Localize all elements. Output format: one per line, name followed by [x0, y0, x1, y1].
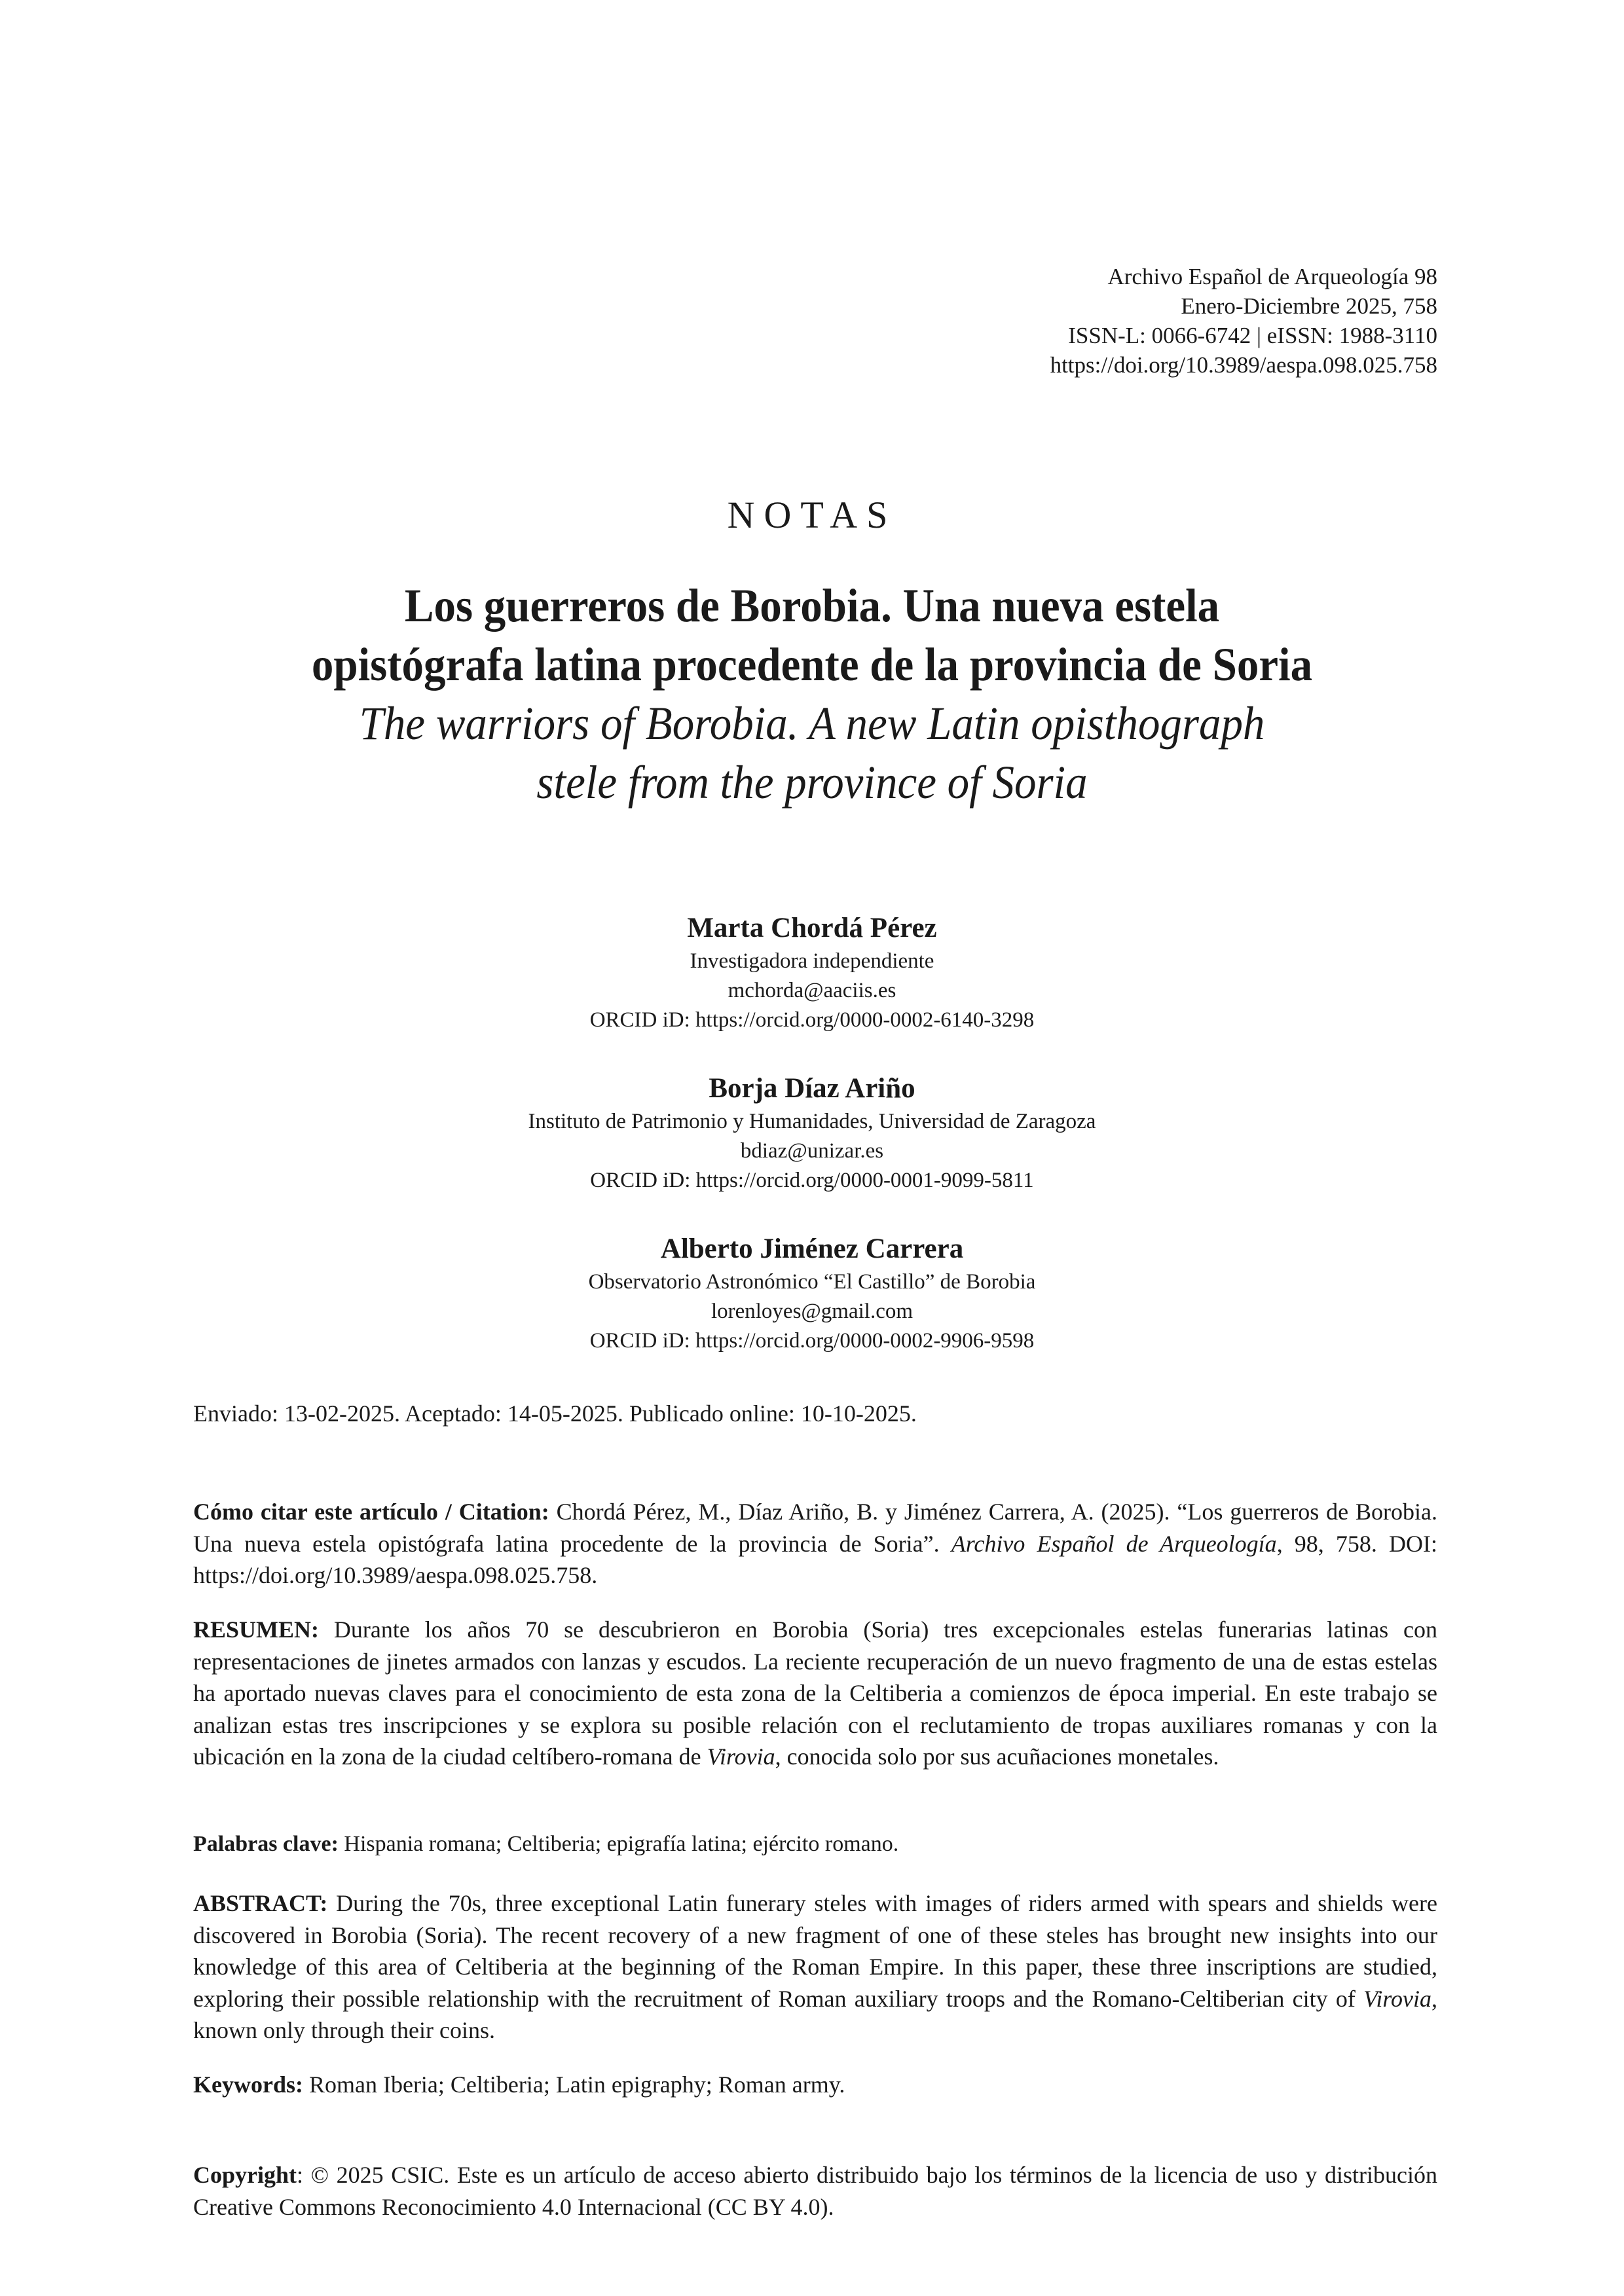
copyright-label: Copyright [193, 2162, 297, 2188]
title-english-line-1: The warriors of Borobia. A new Latin opisthograph [359, 697, 1265, 750]
author-block [0, 1070, 1624, 1195]
author-orcid-link[interactable]: ORCID iD: https://orcid.org/0000-0002-9906-9598 [589, 1329, 1035, 1353]
abstract-label: ABSTRACT: [193, 1890, 328, 1916]
copyright-paragraph [193, 2159, 1437, 2223]
author-email-link[interactable]: lorenloyes@gmail.com [710, 1300, 913, 1323]
author-email-link[interactable]: mchorda@aaciis.es [728, 979, 896, 1002]
author-name: Marta Chordá Pérez [687, 913, 937, 943]
copyright-text: : © 2025 CSIC. Este es un artículo de acceso abierto distribuido bajo los términos de la licencia de uso y distribución Creative Commons Reconocimiento 4.0 Internacional (CC BY 4.0). [193, 2162, 1437, 2220]
keywords-paragraph [193, 2069, 1437, 2101]
author-affiliation: Investigadora independiente [690, 949, 934, 973]
section-label: NOTAS [727, 494, 897, 536]
article-title-block [0, 576, 1624, 812]
submission-dates: Enviado: 13-02-2025. Aceptado: 14-05-2025. Publicado online: 10-10-2025. [193, 1400, 917, 1427]
journal-name: Archivo Español de Arqueología 98 [1107, 264, 1437, 289]
palabras-clave-text: Hispania romana; Celtiberia; epigrafía latina; ejército romano. [338, 1832, 899, 1856]
resumen-text-end: , conocida solo por sus acuñaciones monetales. [775, 1743, 1219, 1770]
author-block [0, 910, 1624, 1035]
resumen-text: Durante los años 70 se descubrieron en Borobia (Soria) tres excepcionales estelas funerarias latinas con representaciones de jinetes armados con lanzas y escudos. La reciente recuperación de un nuevo fragmento de una de estas estelas ha aportado nuevas claves para el conocimiento de esta zona de la Celtiberia a comienzos de época imperial. En este trabajo se analizan estas tres inscripciones y se explora su posible relación con el reclutamiento de tropas auxiliares romanas y con la ubicación en la zona de la ciudad celtíbero-romana de [193, 1616, 1437, 1770]
abstract-text: During the 70s, three exceptional Latin funerary steles with images of riders armed with spears and shields were discovered in Borobia (Soria). The recent recovery of a new fragment of one of these steles has brought new insights into our knowledge of this area of Celtiberia at the beginning of the Roman Empire. In this paper, these three inscriptions are studied, exploring their possible relationship with the recruitment of Roman auxiliary troops and the Romano-Celtiberian city of [193, 1890, 1437, 2012]
journal-issue: Enero-Diciembre 2025, 758 [1181, 293, 1437, 319]
citation-doi[interactable]: , 98, 758. DOI: https://doi.org/10.3989/aespa.098.025.758. [193, 1530, 1437, 1588]
title-english-line-2: stele from the province of Soria [536, 756, 1088, 809]
keywords-text: Roman Iberia; Celtiberia; Latin epigraphy; Roman army. [303, 2071, 845, 2098]
palabras-clave-paragraph [193, 1829, 1437, 1861]
citation-paragraph [193, 1496, 1437, 1592]
abstract-text-end: , known only through their coins. [193, 1985, 1437, 2043]
abstract-paragraph [193, 1887, 1437, 2047]
citation-journal: Archivo Español de Arqueología [951, 1530, 1277, 1557]
author-orcid-link[interactable]: ORCID iD: https://orcid.org/0000-0002-6140-3298 [589, 1008, 1035, 1032]
palabras-clave-label: Palabras clave: [193, 1832, 339, 1856]
author-affiliation: Instituto de Patrimonio y Humanidades, Universidad de Zaragoza [528, 1110, 1096, 1133]
journal-doi-link[interactable]: https://doi.org/10.3989/aespa.098.025.758 [1050, 352, 1437, 378]
author-list [0, 910, 1624, 1391]
resumen-italic-term: Virovia [707, 1743, 775, 1770]
author-name: Borja Díaz Ariño [709, 1073, 915, 1104]
author-orcid-link[interactable]: ORCID iD: https://orcid.org/0000-0001-9099-5811 [590, 1169, 1034, 1192]
resumen-paragraph [193, 1614, 1437, 1773]
title-spanish-line-1: Los guerreros de Borobia. Una nueva estela [404, 579, 1220, 632]
title-spanish-line-2: opistógrafa latina procedente de la provincia de Soria [311, 638, 1313, 691]
keywords-label: Keywords: [193, 2071, 303, 2098]
journal-meta [1050, 262, 1437, 380]
author-block [0, 1231, 1624, 1356]
author-affiliation: Observatorio Astronómico “El Castillo” de Borobia [588, 1270, 1036, 1294]
abstract-italic-term: Virovia [1363, 1985, 1431, 2012]
citation-label: Cómo citar este artículo / Citation: [193, 1499, 549, 1525]
journal-issn: ISSN-L: 0066-6742 | eISSN: 1988-3110 [1068, 323, 1437, 348]
resumen-label: RESUMEN: [193, 1616, 320, 1643]
author-email-link[interactable]: bdiaz@unizar.es [740, 1139, 884, 1163]
citation-text: Chordá Pérez, M., Díaz Ariño, B. y Jiménez Carrera, A. (2025). “Los guerreros de Borobia. Una nueva estela opistógrafa latina procedente de la provincia de Soria”. [193, 1499, 1438, 1557]
author-name: Alberto Jiménez Carrera [660, 1233, 964, 1264]
